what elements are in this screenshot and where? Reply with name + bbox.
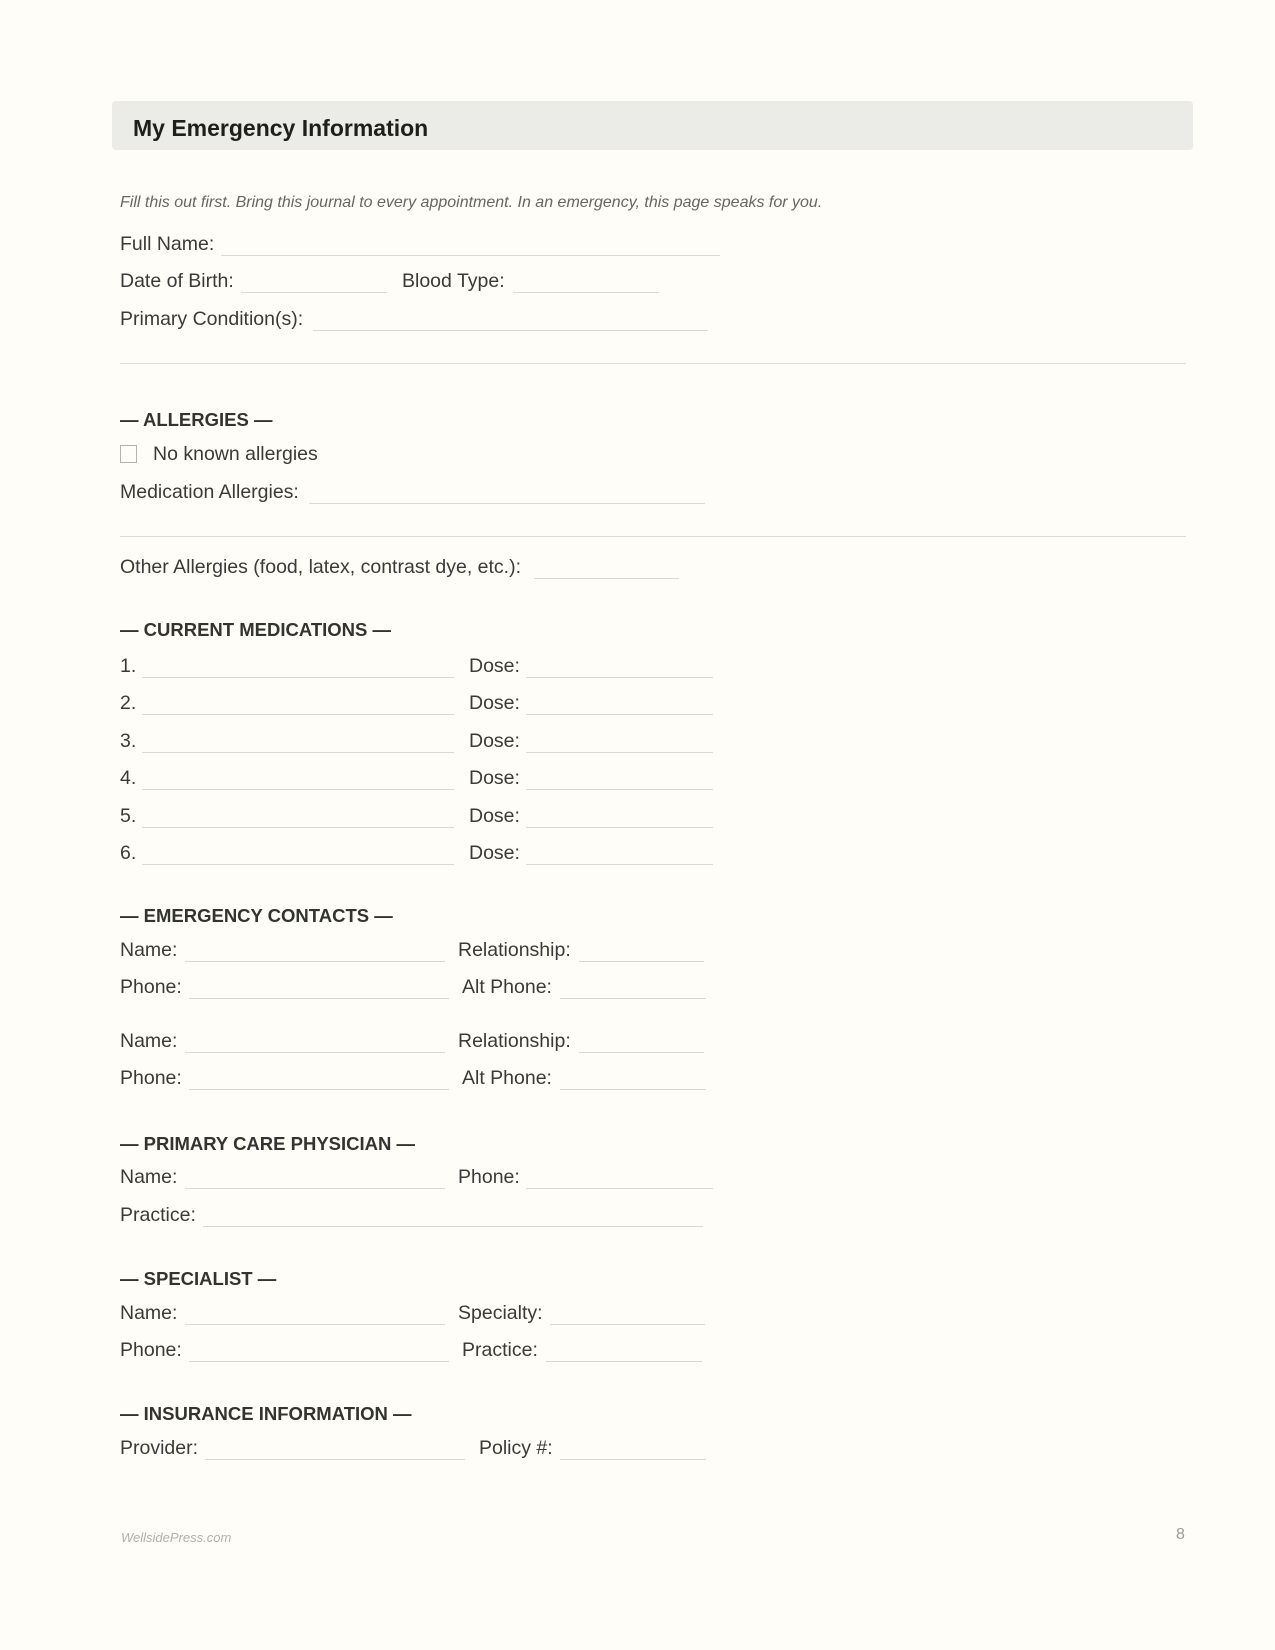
medication-allergies-label: Medication Allergies: bbox=[120, 481, 299, 503]
medication-row bbox=[120, 655, 820, 681]
medication-number: 6. bbox=[120, 842, 137, 864]
medication-number: 3. bbox=[120, 730, 137, 752]
page-title: My Emergency Information bbox=[133, 115, 429, 141]
contact-2-alt-phone-field[interactable] bbox=[560, 1089, 706, 1090]
dose-label: Dose: bbox=[469, 692, 520, 714]
emergency-contacts-heading: — EMERGENCY CONTACTS — bbox=[120, 905, 393, 926]
contact-phone-label: Phone: bbox=[120, 976, 182, 998]
contact-1-name-row bbox=[120, 939, 820, 965]
medication-name-field[interactable] bbox=[142, 789, 454, 790]
insurance-row bbox=[120, 1437, 820, 1463]
contact-relationship-label: Relationship: bbox=[458, 1030, 571, 1052]
primary-conditions-extra-line[interactable] bbox=[120, 363, 1186, 364]
other-allergies-field[interactable] bbox=[534, 578, 679, 579]
dose-label: Dose: bbox=[469, 655, 520, 677]
no-known-allergies-row bbox=[120, 443, 520, 469]
insurance-policy-label: Policy #: bbox=[479, 1437, 553, 1459]
contact-1-relationship-field[interactable] bbox=[579, 961, 704, 962]
contact-alt-phone-label: Alt Phone: bbox=[462, 1067, 552, 1089]
medications-heading: — CURRENT MEDICATIONS — bbox=[120, 619, 391, 640]
medication-row bbox=[120, 767, 820, 793]
dose-label: Dose: bbox=[469, 842, 520, 864]
pcp-name-row bbox=[120, 1166, 820, 1192]
other-allergies-row bbox=[120, 556, 820, 582]
blood-type-label: Blood Type: bbox=[402, 270, 505, 292]
medication-number: 2. bbox=[120, 692, 137, 714]
contact-1-phone-field[interactable] bbox=[189, 998, 449, 999]
pcp-name-label: Name: bbox=[120, 1166, 178, 1188]
insurance-heading: — INSURANCE INFORMATION — bbox=[120, 1403, 412, 1424]
medication-allergies-row bbox=[120, 481, 820, 507]
pcp-phone-field[interactable] bbox=[526, 1188, 713, 1189]
contact-1-alt-phone-field[interactable] bbox=[560, 998, 706, 999]
medication-row bbox=[120, 805, 820, 831]
medication-dose-field[interactable] bbox=[526, 752, 713, 753]
dob-label: Date of Birth: bbox=[120, 270, 234, 292]
specialist-name-field[interactable] bbox=[185, 1324, 445, 1325]
contact-2-phone-row bbox=[120, 1067, 820, 1093]
specialist-practice-field[interactable] bbox=[546, 1361, 702, 1362]
specialist-name-label: Name: bbox=[120, 1302, 178, 1324]
medication-row bbox=[120, 692, 820, 718]
medication-allergies-field[interactable] bbox=[309, 503, 705, 504]
dose-label: Dose: bbox=[469, 805, 520, 827]
specialist-phone-label: Phone: bbox=[120, 1339, 182, 1361]
medication-dose-field[interactable] bbox=[526, 827, 713, 828]
contact-relationship-label: Relationship: bbox=[458, 939, 571, 961]
page-number: 8 bbox=[1176, 1526, 1185, 1543]
primary-conditions-row bbox=[120, 308, 820, 334]
specialist-practice-label: Practice: bbox=[462, 1339, 538, 1361]
specialist-phone-field[interactable] bbox=[189, 1361, 449, 1362]
medication-number: 1. bbox=[120, 655, 137, 677]
contact-phone-label: Phone: bbox=[120, 1067, 182, 1089]
insurance-provider-field[interactable] bbox=[205, 1459, 465, 1460]
other-allergies-label: Other Allergies (food, latex, contrast dye, etc.): bbox=[120, 556, 522, 578]
medication-row bbox=[120, 730, 820, 756]
dob-field[interactable] bbox=[241, 292, 387, 293]
contact-alt-phone-label: Alt Phone: bbox=[462, 976, 552, 998]
pcp-name-field[interactable] bbox=[185, 1188, 445, 1189]
medication-name-field[interactable] bbox=[142, 827, 454, 828]
medication-name-field[interactable] bbox=[142, 864, 454, 865]
medication-number: 4. bbox=[120, 767, 137, 789]
contact-2-phone-field[interactable] bbox=[189, 1089, 449, 1090]
pcp-practice-label: Practice: bbox=[120, 1204, 196, 1226]
contact-1-phone-row bbox=[120, 976, 820, 1002]
specialist-phone-row bbox=[120, 1339, 820, 1365]
insurance-policy-field[interactable] bbox=[560, 1459, 706, 1460]
full-name-field[interactable] bbox=[221, 255, 720, 256]
primary-conditions-field[interactable] bbox=[313, 330, 708, 331]
medication-dose-field[interactable] bbox=[526, 789, 713, 790]
medication-dose-field[interactable] bbox=[526, 864, 713, 865]
dose-label: Dose: bbox=[469, 767, 520, 789]
no-known-allergies-label: No known allergies bbox=[153, 443, 318, 465]
contact-1-name-field[interactable] bbox=[185, 961, 445, 962]
full-name-row bbox=[120, 233, 820, 259]
allergies-heading: — ALLERGIES — bbox=[120, 409, 273, 430]
contact-2-name-field[interactable] bbox=[185, 1052, 445, 1053]
medication-row bbox=[120, 842, 820, 868]
medication-allergies-extra-line[interactable] bbox=[120, 536, 1186, 537]
insurance-provider-label: Provider: bbox=[120, 1437, 199, 1459]
pcp-practice-row bbox=[120, 1204, 820, 1230]
medication-number: 5. bbox=[120, 805, 137, 827]
primary-conditions-label: Primary Condition(s): bbox=[120, 308, 304, 330]
medication-dose-field[interactable] bbox=[526, 677, 713, 678]
medication-name-field[interactable] bbox=[142, 677, 454, 678]
contact-2-relationship-field[interactable] bbox=[579, 1052, 704, 1053]
specialist-name-row bbox=[120, 1302, 820, 1328]
full-name-label: Full Name: bbox=[120, 233, 215, 255]
pcp-phone-label: Phone: bbox=[458, 1166, 520, 1188]
dose-label: Dose: bbox=[469, 730, 520, 752]
specialist-specialty-field[interactable] bbox=[550, 1324, 705, 1325]
pcp-practice-field[interactable] bbox=[203, 1226, 703, 1227]
dob-blood-row bbox=[120, 270, 820, 296]
medication-name-field[interactable] bbox=[142, 714, 454, 715]
no-known-allergies-checkbox[interactable] bbox=[120, 445, 137, 463]
medication-name-field[interactable] bbox=[142, 752, 454, 753]
contact-name-label: Name: bbox=[120, 939, 178, 961]
footer-publisher: WellsidePress.com bbox=[121, 1530, 232, 1545]
contact-2-name-row bbox=[120, 1030, 820, 1056]
intro-text: Fill this out first. Bring this journal to every appointment. In an emergency, this page speaks for you. bbox=[120, 194, 823, 211]
contact-name-label: Name: bbox=[120, 1030, 178, 1052]
blood-type-field[interactable] bbox=[513, 292, 659, 293]
specialist-specialty-label: Specialty: bbox=[458, 1302, 543, 1324]
specialist-heading: — SPECIALIST — bbox=[120, 1268, 277, 1289]
primary-care-heading: — PRIMARY CARE PHYSICIAN — bbox=[120, 1133, 416, 1154]
medication-dose-field[interactable] bbox=[526, 714, 713, 715]
